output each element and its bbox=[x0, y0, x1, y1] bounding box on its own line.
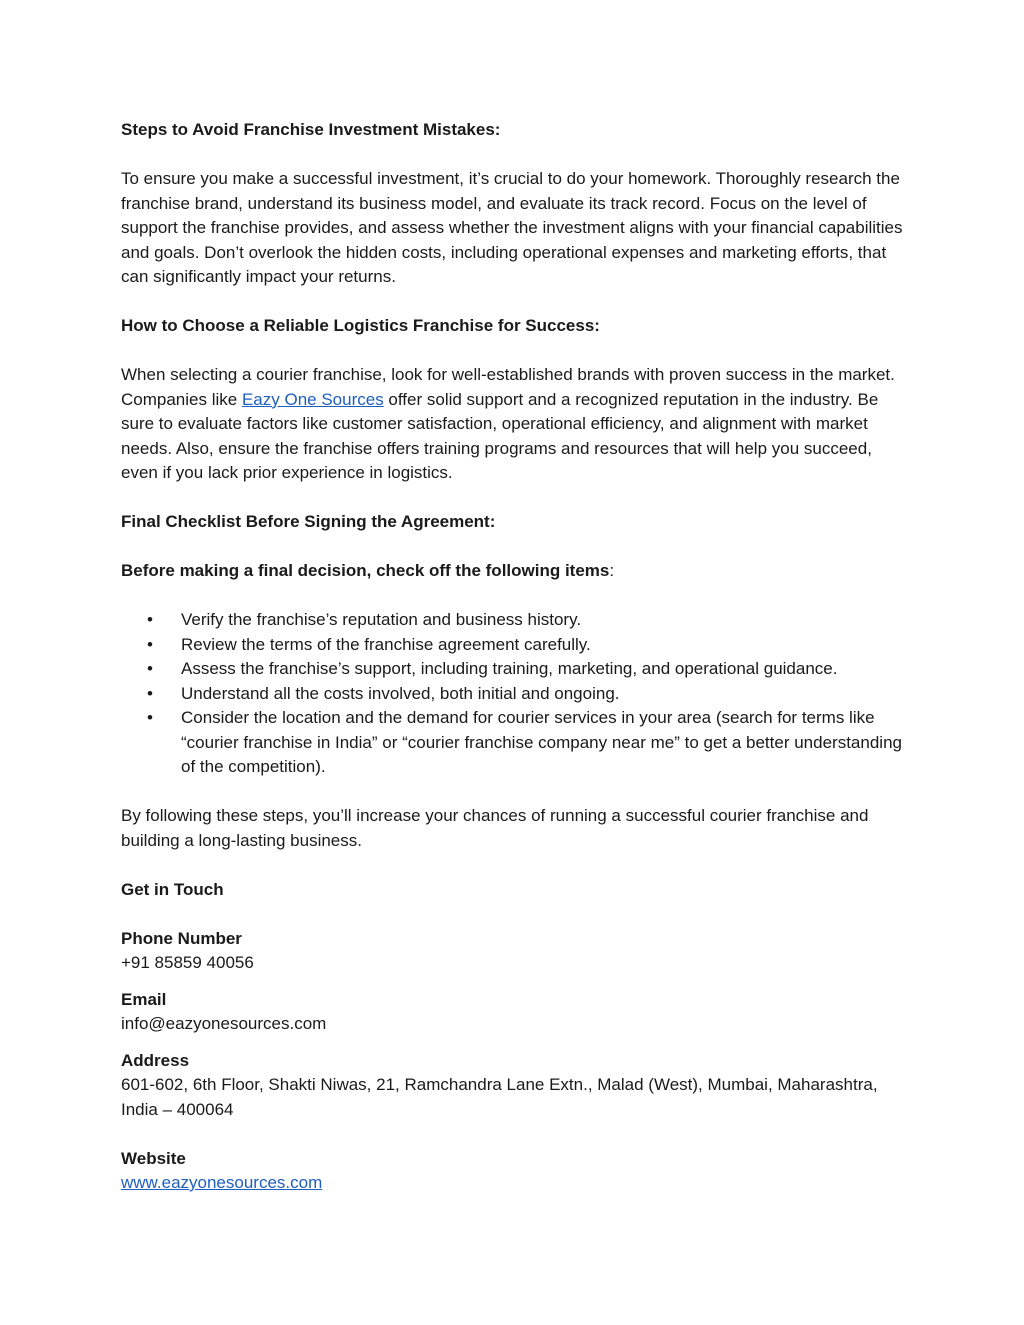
list-item-text: Review the terms of the franchise agreement carefully. bbox=[181, 634, 591, 654]
website-line bbox=[121, 1171, 911, 1196]
bullet-icon: • bbox=[147, 610, 153, 629]
list-item bbox=[121, 608, 911, 633]
bullet-icon: • bbox=[147, 708, 153, 727]
checklist-intro-bold: Before making a final decision, check off the following items bbox=[121, 561, 610, 580]
bullet-icon: • bbox=[147, 683, 153, 703]
eazy-one-sources-link[interactable]: Eazy One Sources bbox=[241, 389, 384, 409]
bullet-icon: • bbox=[147, 634, 153, 654]
contact-heading: Get in Touch bbox=[121, 879, 224, 899]
section-heading-final-checklist: Final Checklist Before Signing the Agreement: bbox=[121, 512, 496, 531]
list-item bbox=[121, 706, 911, 780]
list-item-text: Understand all the costs involved, both initial and ongoing. bbox=[181, 683, 620, 703]
email-label: Email bbox=[121, 989, 167, 1009]
phone-label: Phone Number bbox=[121, 928, 242, 948]
list-item bbox=[121, 633, 911, 658]
list-item-text: Verify the franchise’s reputation and business history. bbox=[181, 610, 582, 629]
section-heading-choose-franchise: How to Choose a Reliable Logistics Franchise for Success: bbox=[121, 316, 600, 335]
paragraph-avoid-mistakes: To ensure you make a successful investment, it’s crucial to do your homework. Thoroughly research the franchise brand, understand its business model, and evaluate its track record. Focus on the level of support the franchise provides, and assess whether the investment aligns with your financial capabilities and goals. Don’t overlook the hidden costs, including operational expenses and marketing efforts, that can significantly impact your returns. bbox=[121, 169, 903, 286]
address-value: 601-602, 6th Floor, Shakti Niwas, 21, Ramchandra Lane Extn., Malad (West), Mumbai, Maharashtra, India – 400064 bbox=[121, 1075, 878, 1119]
bullet-icon: • bbox=[147, 659, 153, 678]
document-page bbox=[121, 118, 911, 1196]
closing-paragraph: By following these steps, you’ll increase your chances of running a successful courier franchise and building a long-lasting business. bbox=[121, 806, 869, 850]
list-item-text: Assess the franchise’s support, including training, marketing, and operational guidance. bbox=[181, 659, 838, 678]
website-link[interactable]: www.eazyonesources.com bbox=[121, 1173, 323, 1192]
phone-value: +91 85859 40056 bbox=[121, 953, 254, 972]
address-label: Address bbox=[121, 1050, 190, 1070]
checklist-intro bbox=[121, 559, 911, 584]
section-heading-avoid-mistakes: Steps to Avoid Franchise Investment Mistakes: bbox=[121, 120, 501, 139]
paragraph-choose-franchise bbox=[121, 363, 911, 486]
list-item bbox=[121, 657, 911, 682]
paragraph-text-before-link: When selecting a courier franchise, look for well-established brands with proven success in the market. Companies like bbox=[121, 365, 895, 409]
email-value: info@eazyonesources.com bbox=[121, 1014, 327, 1033]
website-label: Website bbox=[121, 1148, 186, 1168]
checklist-intro-suffix: : bbox=[609, 561, 615, 580]
paragraph-text-after-link: offer solid support and a recognized reputation in the industry. Be sure to evaluate factors like customer satisfaction, operational efficiency, and alignment with market needs. Also, ensure the franchise offers training programs and resources that will help you succeed, even if you lack prior experience in logistics. bbox=[121, 389, 879, 482]
list-item-text: Consider the location and the demand for courier services in your area (search for terms like “courier franchise in India” or “courier franchise company near me” to get a better understanding of the competition). bbox=[181, 708, 902, 776]
list-item bbox=[121, 682, 911, 707]
checklist bbox=[121, 608, 911, 780]
